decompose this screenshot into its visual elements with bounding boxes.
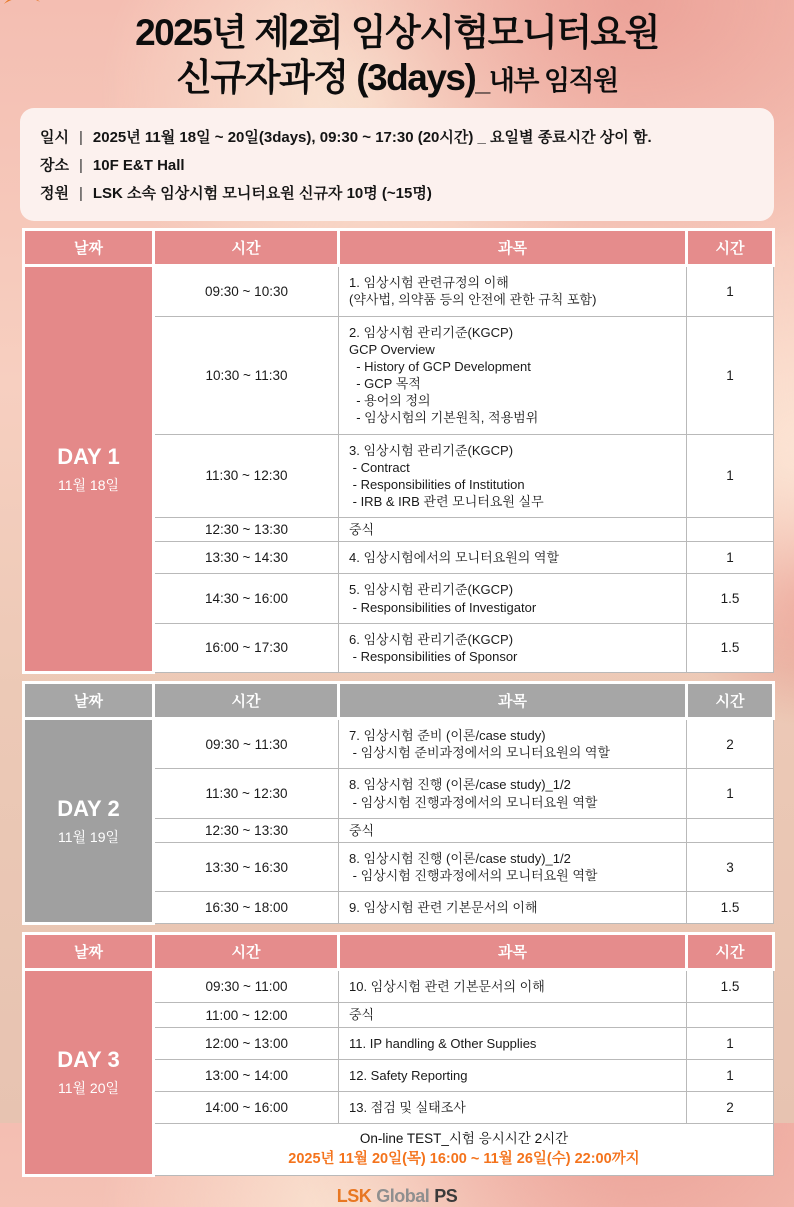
subject-cell (339, 1003, 687, 1027)
day-date: 11월 19일 (57, 828, 120, 845)
subject-cell (339, 623, 687, 672)
time-cell: 11:00 ~ 12:00 (154, 1003, 339, 1027)
subject-cell (339, 892, 687, 924)
subject-cell (339, 542, 687, 574)
column-header: 과목 (339, 683, 687, 719)
subject-line: - History of GCP Development (349, 358, 531, 374)
subject-cell (339, 574, 687, 623)
subject-cell (339, 434, 687, 518)
subject-line: (약사법, 의약품 등의 안전에 관한 규칙 포함) (349, 292, 597, 308)
subject-line: - 용어의 정의 (349, 393, 431, 409)
subject-line: 중식 (349, 822, 375, 838)
time-cell: 09:30 ~ 10:30 (154, 266, 339, 316)
hours-cell: 2 (687, 1091, 774, 1123)
subject-cell (339, 1059, 687, 1091)
info-label: 장소 (40, 157, 69, 175)
info-separator: | (78, 157, 83, 175)
hours-cell: 1.5 (687, 970, 774, 1003)
subject-line: - Responsibilities of Investigator (349, 599, 537, 615)
day-title: DAY 2 (57, 795, 120, 821)
day-title: DAY 1 (57, 443, 120, 469)
column-header: 시간 (687, 230, 774, 266)
subject-line: 10. 임상시험 관련 기본문서의 이해 (349, 979, 545, 995)
subject-line: 중식 (349, 1007, 375, 1023)
hours-cell: 3 (687, 842, 774, 891)
subject-line: - Responsibilities of Sponsor (349, 648, 518, 664)
logo-global-text: Global (376, 1186, 430, 1207)
title-line2-sub: _내부 임직원 (475, 66, 618, 97)
title-line2 (0, 55, 794, 100)
hours-cell (687, 818, 774, 842)
column-header: 시간 (154, 230, 339, 266)
online-test-cell (154, 1124, 774, 1176)
subject-cell (339, 970, 687, 1003)
time-cell: 13:30 ~ 16:30 (154, 842, 339, 891)
hours-cell: 1 (687, 434, 774, 518)
subject-line: 5. 임상시험 관리기준(KGCP) (349, 582, 514, 598)
subject-line: 13. 점검 및 실태조사 (349, 1099, 466, 1115)
tables (22, 228, 772, 1177)
column-header: 시간 (154, 683, 339, 719)
day-date: 11월 20일 (57, 1080, 120, 1097)
time-cell: 12:30 ~ 13:30 (154, 518, 339, 542)
schedule-table-day3 (22, 932, 775, 1177)
subject-line: 8. 임상시험 진행 (이론/case study)_1/2 (349, 850, 571, 866)
column-header: 과목 (339, 934, 687, 970)
column-header: 과목 (339, 230, 687, 266)
info-text: LSK 소속 임상시험 모니터요원 신규자 10명 (~15명) (92, 185, 432, 203)
time-cell: 12:30 ~ 13:30 (154, 818, 339, 842)
info-label: 정원 (40, 185, 69, 203)
time-cell: 11:30 ~ 12:30 (154, 769, 339, 818)
subject-cell (339, 842, 687, 891)
schedule-table-day1 (22, 228, 775, 674)
day-cell (24, 266, 154, 673)
subject-line: - 임상시험 진행과정에서의 모니터요원 역할 (349, 794, 598, 810)
subject-line: - GCP 목적 (349, 376, 421, 392)
subject-line: 11. IP handling & Other Supplies (349, 1035, 537, 1051)
subject-line: - Contract (349, 459, 410, 475)
subject-line: 6. 임상시험 관리기준(KGCP) (349, 631, 514, 647)
hours-cell (687, 518, 774, 542)
day-cell (24, 970, 154, 1176)
lsk-swoosh-icon (2, 0, 42, 5)
subject-line: GCP Overview (349, 341, 435, 357)
hours-cell: 1.5 (687, 574, 774, 623)
hours-cell: 1 (687, 1027, 774, 1059)
subject-line: 중식 (349, 522, 375, 538)
logo-ps-text: PS (434, 1186, 458, 1207)
info-text: 10F E&T Hall (92, 157, 185, 175)
info-box (20, 108, 774, 221)
online-test-line1: On-line TEST_시험 응시시간 2시간 (359, 1131, 569, 1147)
time-cell: 14:30 ~ 16:00 (154, 574, 339, 623)
subject-line: - 임상시험의 기본원칙, 적용범위 (349, 410, 539, 426)
subject-cell (339, 1091, 687, 1123)
title-line1 (0, 10, 794, 55)
subject-cell (339, 1027, 687, 1059)
info-row (40, 126, 754, 147)
logo-lsk-text: LSK (336, 1186, 372, 1207)
subject-line: - Responsibilities of Institution (349, 476, 525, 492)
subject-line: 4. 임상시험에서의 모니터요원의 역할 (349, 550, 560, 566)
hours-cell: 1 (687, 769, 774, 818)
time-cell: 12:00 ~ 13:00 (154, 1027, 339, 1059)
hours-cell: 1 (687, 266, 774, 316)
day-cell (24, 719, 154, 924)
subject-line: - IRB & IRB 관련 모니터요원 실무 (349, 493, 544, 509)
day-date: 11월 18일 (57, 476, 120, 493)
column-header: 날짜 (24, 683, 154, 719)
time-cell: 16:30 ~ 18:00 (154, 892, 339, 924)
hours-cell: 1.5 (687, 623, 774, 672)
time-cell: 16:00 ~ 17:30 (154, 623, 339, 672)
time-cell: 09:30 ~ 11:00 (154, 970, 339, 1003)
day-title: DAY 3 (57, 1047, 120, 1073)
time-cell: 13:00 ~ 14:00 (154, 1059, 339, 1091)
subject-cell (339, 719, 687, 769)
subject-cell (339, 316, 687, 434)
info-row (40, 154, 754, 175)
hours-cell: 2 (687, 719, 774, 769)
info-separator: | (78, 185, 83, 203)
time-cell: 10:30 ~ 11:30 (154, 316, 339, 434)
hours-cell: 1 (687, 316, 774, 434)
column-header: 날짜 (24, 934, 154, 970)
subject-line: 2. 임상시험 관리기준(KGCP) (349, 324, 514, 340)
subject-cell (339, 818, 687, 842)
online-test-line2: 2025년 11월 20일(목) 16:00 ~ 11월 26일(수) 22:00까지 (288, 1150, 640, 1167)
time-cell: 09:30 ~ 11:30 (154, 719, 339, 769)
column-header: 날짜 (24, 230, 154, 266)
subject-line: 8. 임상시험 진행 (이론/case study)_1/2 (349, 777, 571, 793)
subject-line: - 임상시험 진행과정에서의 모니터요원 역할 (349, 868, 598, 883)
time-cell: 14:00 ~ 16:00 (154, 1091, 339, 1123)
subject-line: - 임상시험 준비과정에서의 모니터요원의 역할 (349, 745, 611, 761)
column-header: 시간 (154, 934, 339, 970)
column-header: 시간 (687, 683, 774, 719)
lsk-global-ps-logo (0, 1186, 794, 1207)
subject-line: 9. 임상시험 관련 기본문서의 이해 (349, 900, 538, 916)
subject-line: 1. 임상시험 관련규정의 이해 (349, 275, 509, 291)
title-line1-text: 2025년 제2회 임상시험모니터요원 (135, 12, 659, 53)
info-text: 2025년 11월 18일 ~ 20일(3days), 09:30 ~ 17:30 (20시간) _ 요일별 종료시간 상이 함. (92, 129, 652, 147)
title-line2-main: 신규자과정 (3days) (176, 57, 476, 99)
subject-cell (339, 518, 687, 542)
subject-cell (339, 769, 687, 818)
hours-cell: 1 (687, 1059, 774, 1091)
info-row (40, 182, 754, 203)
hours-cell: 1.5 (687, 892, 774, 924)
column-header: 시간 (687, 934, 774, 970)
schedule-table-day2 (22, 681, 775, 925)
subject-line: 12. Safety Reporting (349, 1067, 468, 1083)
subject-line: 7. 임상시험 준비 (이론/case study) (349, 728, 546, 744)
info-separator: | (78, 129, 83, 147)
time-cell: 13:30 ~ 14:30 (154, 542, 339, 574)
page-title (0, 10, 794, 100)
info-label: 일시 (40, 129, 69, 147)
hours-cell (687, 1003, 774, 1027)
subject-line: 3. 임상시험 관리기준(KGCP) (349, 442, 514, 458)
time-cell: 11:30 ~ 12:30 (154, 434, 339, 518)
subject-cell (339, 266, 687, 316)
hours-cell: 1 (687, 542, 774, 574)
